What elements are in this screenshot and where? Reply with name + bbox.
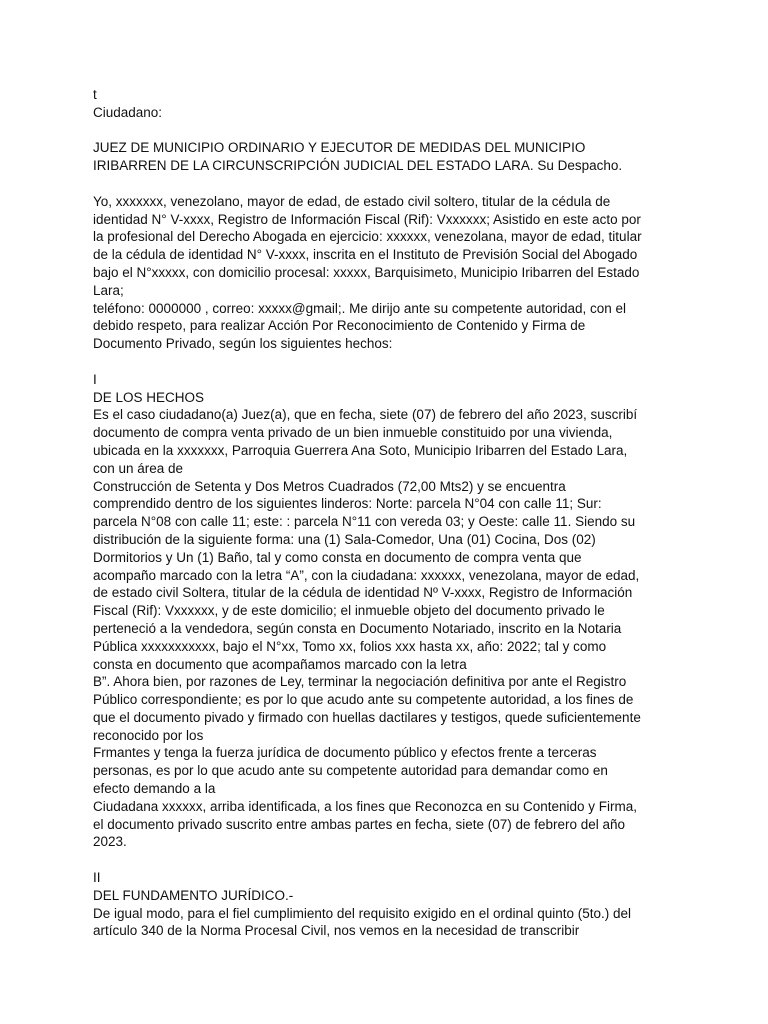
body-line: reconocido por los (93, 727, 204, 743)
body-line: Fiscal (Rif): Vxxxxxx, y de este domicilio; el inmueble objeto del documento privado le (93, 603, 605, 619)
body-line: Construcción de Setenta y Dos Metros Cuadrados (72,00 Mts2) y se encuentra (93, 478, 566, 494)
body-line: De igual modo, para el fiel cumplimiento del requisito exigido en el ordinal quinto (5to.) del (93, 905, 632, 921)
blank-line (93, 175, 683, 193)
body-line: parcela N°08 con calle 11; este: : parcela N°11 con vereda 03; y Oeste: calle 11. Siendo su (93, 514, 636, 530)
body-line: B”. Ahora bien, por razones de Ley, terminar la negociación definitiva por ante el Registro (93, 674, 627, 690)
salutation: Ciudadano: (93, 104, 163, 120)
page-marker: t (93, 87, 97, 102)
intro-paragraph (93, 193, 683, 353)
body-line: Dormitorios y Un (1) Baño, tal y como consta en documento de compra venta que (93, 549, 582, 565)
document-page (93, 86, 683, 940)
intro-line: identidad N° V-xxxx, Registro de Información Fiscal (Rif): Vxxxxxx; Asistido en este acto por (93, 211, 641, 227)
body-line: Es el caso ciudadano(a) Juez(a), que en fecha, siete (07) de febrero del año 2023, suscribí (93, 407, 638, 423)
addressee-line: IRIBARREN DE LA CIRCUNSCRIPCIÓN JUDICIAL DEL ESTADO LARA. Su Despacho. (93, 158, 623, 174)
body-line: Ciudadana xxxxxx, arriba identificada, a los fines que Reconozca en su Contenido y Firma, (93, 798, 638, 814)
body-line: Frmantes y tenga la fuerza jurídica de documento público y efectos frente a terceras (93, 745, 597, 761)
body-line: consta en documento que acompañamos marcado con la letra (93, 656, 467, 672)
section-heading: DEL FUNDAMENTO JURÍDICO.- (93, 887, 294, 903)
body-line: Pública xxxxxxxxxxx, bajo el N°xx, Tomo xx, folios xxx hasta xx, año: 2022; tal y como (93, 638, 607, 654)
section-number: II (93, 870, 101, 886)
intro-line: Lara; (93, 282, 124, 298)
intro-line: bajo el N°xxxxx, con domicilio procesal: xxxxx, Barquisimeto, Municipio Iribarren del Estado (93, 264, 640, 280)
addressee-block (93, 139, 683, 175)
section-heading: DE LOS HECHOS (93, 389, 205, 405)
intro-line: Yo, xxxxxxx, venezolano, mayor de edad, de estado civil soltero, titular de la cédula de (93, 193, 611, 209)
body-line: ubicada en la xxxxxxx, Parroquia Guerrera Ana Soto, Municipio Iribarren del Estado Lara, (93, 442, 628, 458)
body-line: documento de compra venta privado de un bien inmueble constituido por una vivienda, (93, 425, 613, 441)
blank-line (93, 851, 683, 869)
intro-line: de la cédula de identidad N° V-xxxx, inscrita en el Instituto de Previsión Social del Abogado (93, 247, 638, 263)
body-line: comprendido dentro de los siguientes linderos: Norte: parcela N°04 con calle 11; Sur: (93, 496, 602, 512)
body-line: que el documento pivado y firmado con huellas dactilares y testigos, quede suficientemente (93, 709, 641, 725)
body-line: Público correspondiente; es por lo que acudo ante su competente autoridad, a los fines de (93, 692, 634, 708)
addressee-line: JUEZ DE MUNICIPIO ORDINARIO Y EJECUTOR DE MEDIDAS DEL MUNICIPIO (93, 140, 586, 156)
intro-line: Documento Privado, según los siguientes hechos: (93, 336, 393, 352)
section-hechos (93, 371, 683, 852)
body-line: distribución de la siguiente forma: una (1) Sala-Comedor, Una (01) Cocina, Dos (02) (93, 531, 596, 547)
blank-line (93, 353, 683, 371)
body-line: con un área de (93, 460, 184, 476)
body-line: acompaño marcado con la letra “A”, con la ciudadana: xxxxxx, venezolana, mayor de edad, (93, 567, 640, 583)
intro-line: la profesional del Derecho Abogada en ejercicio: xxxxxx, venezolana, mayor de edad, titular (93, 229, 642, 245)
intro-line: debido respeto, para realizar Acción Por Reconocimiento de Contenido y Firma de (93, 318, 586, 334)
section-number: I (93, 371, 97, 387)
body-line: 2023. (93, 834, 127, 850)
body-line: el documento privado suscrito entre ambas partes en fecha, siete (07) de febrero del año (93, 816, 626, 832)
body-line: efecto demando a la (93, 781, 216, 797)
section-fundamento (93, 869, 683, 940)
body-line: artículo 340 de la Norma Procesal Civil, nos vemos en la necesidad de transcribir (93, 923, 580, 939)
body-line: perteneció a la vendedora, según consta en Documento Notariado, inscrito en la Notaria (93, 620, 622, 636)
body-line: de estado civil Soltera, titular de la cédula de identidad Nº V-xxxx, Registro de Información (93, 585, 633, 601)
intro-line: teléfono: 0000000 , correo: xxxxx@gmail;. Me dirijo ante su competente autoridad, con el (93, 300, 626, 316)
body-line: personas, es por lo que acudo ante su competente autoridad para demandar como en (93, 763, 608, 779)
blank-line (93, 122, 683, 140)
